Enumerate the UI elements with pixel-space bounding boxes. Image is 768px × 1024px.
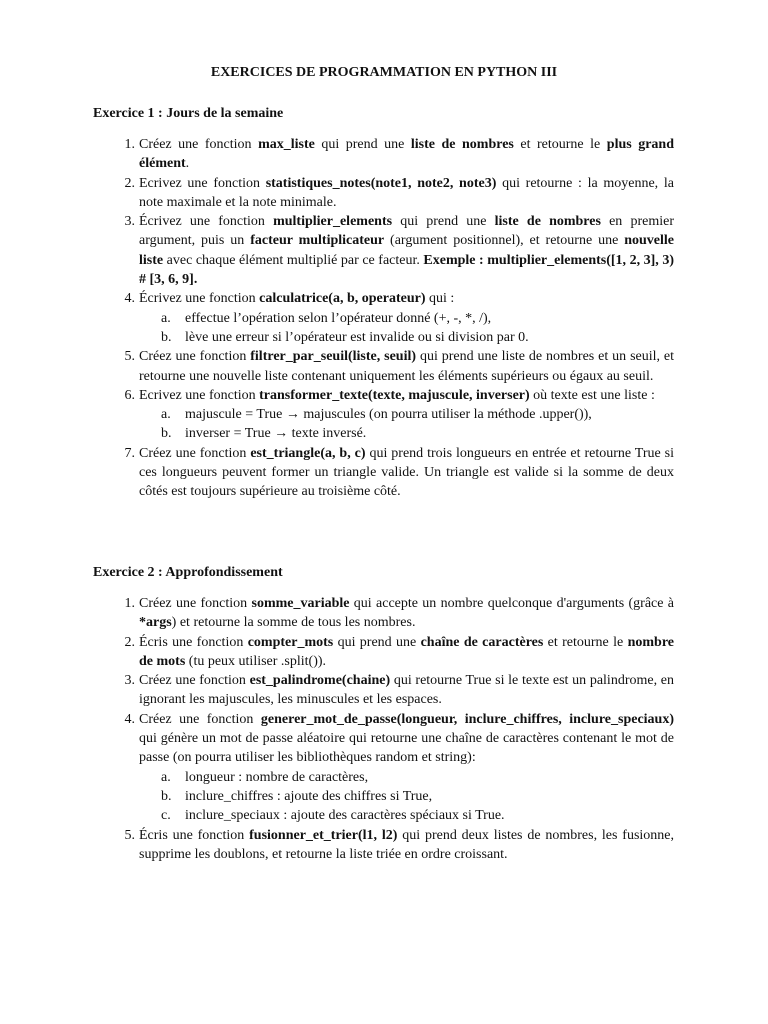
item-text: Écris une fonction fusionner_et_trier(l1, l2) qui prend deux listes de nombres, les fusionne, supprime les doublons, et retourne la liste triée en ordre croissant. xyxy=(139,827,674,862)
item-number: 2. xyxy=(124,634,135,650)
list-item xyxy=(124,633,674,672)
sub-item-text: inclure_chiffres : ajoute des chiffres si True, xyxy=(185,788,433,804)
sub-item xyxy=(161,787,674,806)
item-text: Créez une fonction est_triangle(a, b, c) qui prend trois longueurs en entrée et retourne True si ces longueurs peuvent former un triangle valide. Un triangle est valide si la somme de deux côtés est toujours supérieure au troisième côté. xyxy=(139,445,674,500)
exercise-2-list xyxy=(124,594,674,864)
item-text: Créez une fonction filtrer_par_seuil(liste, seuil) qui prend une liste de nombres et un seuil, et retourne une nouvelle liste contenant uniquement les éléments supérieurs ou égaux au seuil. xyxy=(139,349,675,384)
list-item xyxy=(124,174,674,213)
item-number: 5. xyxy=(124,827,135,843)
item-text: Créez une fonction generer_mot_de_passe(longueur, inclure_chiffres, inclure_speciaux) qui génère un mot de passe aléatoire qui retourne une chaîne de caractères contenant le mot de passe (on pourra utiliser les bibliothèques random et string): xyxy=(139,711,674,766)
sub-item-letter: b. xyxy=(161,788,172,804)
item-text: Créez une fonction somme_variable qui accepte un nombre quelconque d'arguments (grâce à *args) et retourne la somme de tous les nombres. xyxy=(139,596,674,631)
sub-item-text: inverser = True → texte inversé. xyxy=(185,426,367,442)
sub-item-letter: a. xyxy=(161,769,171,785)
sub-item-letter: b. xyxy=(161,426,172,442)
list-item xyxy=(124,710,674,768)
sub-item-text: majuscule = True → majuscules (on pourra utiliser la méthode .upper()), xyxy=(185,407,592,423)
list-item xyxy=(124,347,675,386)
list-item xyxy=(124,444,674,502)
item-text: Créez une fonction max_liste qui prend une liste de nombres et retourne le plus grand élément. xyxy=(139,137,675,172)
item-text: Écrivez une fonction calculatrice(a, b, operateur) qui : xyxy=(139,291,455,307)
sub-item xyxy=(161,309,674,328)
list-item xyxy=(124,135,675,174)
list-item xyxy=(124,386,674,405)
sub-item xyxy=(161,405,674,424)
sub-item xyxy=(161,768,674,787)
item-text: Créez une fonction est_palindrome(chaine) qui retourne True si le texte est un palindrome, en ignorant les majuscules, les minuscules et les espaces. xyxy=(139,673,674,708)
sub-item-text: inclure_speciaux : ajoute des caractères spéciaux si True. xyxy=(185,808,505,824)
sub-item-letter: c. xyxy=(161,808,171,824)
item-number: 7. xyxy=(124,445,135,461)
sub-item xyxy=(161,328,674,347)
list-item xyxy=(124,826,674,865)
list-item xyxy=(124,289,674,308)
sub-item-text: lève une erreur si l’opérateur est invalide ou si division par 0. xyxy=(185,329,529,345)
item-number: 1. xyxy=(124,596,135,611)
item-number: 3. xyxy=(124,673,135,689)
sub-item-letter: a. xyxy=(161,310,171,326)
exercise-2-heading: Exercice 2 : Approfondissement xyxy=(93,565,283,580)
sub-item xyxy=(161,806,674,825)
item-text: Écrivez une fonction multiplier_elements qui prend une liste de nombres en premier argument, puis un facteur multiplicateur (argument positionnel), et retourne une nouvelle liste avec chaque élément multiplié par ce facteur. Exemple : multiplier_elements([1, 2, 3], 3) # [3, 6, 9]. xyxy=(139,214,674,288)
item-number: 4. xyxy=(124,711,135,727)
item-number: 6. xyxy=(124,387,135,403)
item-text: Ecrivez une fonction transformer_texte(texte, majuscule, inverser) où texte est une liste : xyxy=(139,387,655,403)
item-number: 5. xyxy=(124,349,135,365)
exercise-1-list xyxy=(124,135,675,502)
exercise-1-heading: Exercice 1 : Jours de la semaine xyxy=(93,106,284,121)
item-number: 1. xyxy=(124,137,135,152)
list-item xyxy=(124,594,674,633)
list-item xyxy=(124,212,674,289)
sub-item-letter: a. xyxy=(161,407,171,423)
sub-item-text: longueur : nombre de caractères, xyxy=(185,769,369,785)
item-number: 3. xyxy=(124,214,135,230)
list-item xyxy=(124,671,674,710)
item-text: Ecrivez une fonction statistiques_notes(note1, note2, note3) qui retourne : la moyenne, la note maximale et la note minimale. xyxy=(139,175,674,210)
item-number: 4. xyxy=(124,291,135,307)
item-number: 2. xyxy=(124,175,135,191)
sub-item-text: effectue l’opération selon l’opérateur donné (+, -, *, /), xyxy=(185,310,492,326)
sub-item xyxy=(161,424,674,443)
sub-item-letter: b. xyxy=(161,329,172,345)
document-title: EXERCICES DE PROGRAMMATION EN PYTHON III xyxy=(210,65,558,80)
item-text: Écris une fonction compter_mots qui prend une chaîne de caractères et retourne le nombre de mots (tu peux utiliser .split()). xyxy=(139,634,674,669)
